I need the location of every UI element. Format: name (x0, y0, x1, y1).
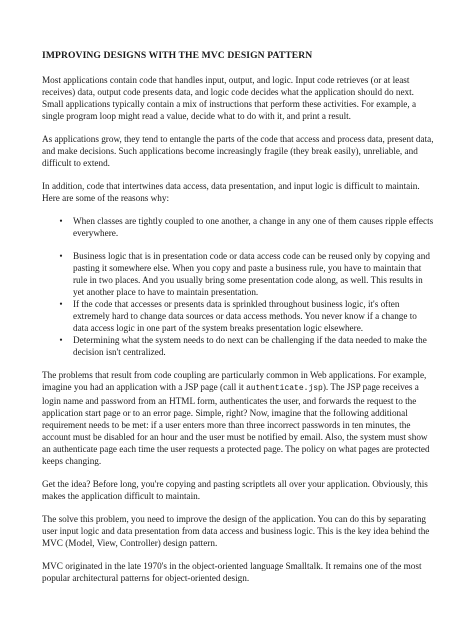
bullet-icon: • (59, 216, 63, 226)
coupling-text-after: ). The JSP page receives a login name and password from an HTML form, authenticates the user, and forwards the request to the application start page or to an error page. Simple, right? Now, imagine that the following additional requirement needs to be met: if a user enters more than three incorrect passwords in ten minutes, the account must be disabled for an hour and the user must be notified by email. Also, the system must show an authenticate page each time the user requests a protected page. The policy on what pages are protected keeps changing. (42, 382, 430, 466)
paragraph-intro: Most applications contain code that handles input, output, and logic. Input code retrieves (or at least receives) data, output code presents data, and logic code decides what the application should do next. Small applications typically contain a mix of instructions that perform these activities. For example, a single program loop might read a value, decide what to do with it, and print a result. (42, 75, 417, 121)
paragraph-get-the-idea: Get the idea? Before long, you're copying and pasting scriptlets all over your application. Obviously, this makes the application difficult to maintain. (42, 479, 428, 501)
list-item (42, 298, 434, 334)
paragraph-coupling (42, 369, 434, 467)
list-item (42, 250, 434, 298)
document-page (42, 50, 434, 595)
bullet-icon: • (59, 335, 63, 345)
paragraph-mvc-origin: MVC originated in the late 1970's in the object-oriented language Smalltalk. It remains one of the most popular architectural patterns for object-oriented design. (42, 561, 422, 583)
bullet-icon: • (59, 251, 63, 261)
list-item-text: When classes are tightly coupled to one another, a change in any one of them causes ripple effects everywhere. (73, 216, 434, 238)
paragraph-solution: The solve this problem, you need to improve the design of the application. You can do this by separating user input logic and data presentation from data access and business logic. This is the key idea behind the MVC (Model, View, Controller) design pattern. (42, 514, 430, 548)
list-item-text: Business logic that is in presentation code or data access code can be reused only by copying and pasting it somewhere else. When you copy and paste a business rule, you have to maintain that rule in two places. And you usually bring some presentation code along, as well. This results in yet another place to have to maintain presentation. (73, 251, 430, 297)
document-title: IMPROVING DESIGNS WITH THE MVC DESIGN PATTERN (42, 50, 313, 61)
bullet-icon: • (59, 299, 63, 309)
list-item (42, 334, 434, 358)
paragraph-growth: As applications grow, they tend to entangle the parts of the code that access and process data, present data, and make decisions. Such applications become increasingly fragile (they break easily), unreliable, and difficult to extend. (42, 134, 434, 168)
list-item-text: If the code that accesses or presents data is sprinkled throughout business logic, it's often extremely hard to change data sources or data access methods. You never know if a change to data access logic in one part of the system breaks presentation logic elsewhere. (73, 299, 417, 333)
list-item-text: Determining what the system needs to do next can be challenging if the data needed to make the decision isn't centralized. (73, 335, 427, 357)
reasons-list (42, 215, 434, 358)
list-item (42, 215, 434, 239)
code-filename: authenticate.jsp (246, 384, 323, 393)
coupling-text-before: The problems that result from code coupling are particularly common in Web applications. For example, imagine you had an application with a JSP page (call it (42, 370, 427, 392)
paragraph-reasons: In addition, code that intertwines data access, data presentation, and input logic is difficult to maintain. Here are some of the reasons why: (42, 181, 420, 203)
